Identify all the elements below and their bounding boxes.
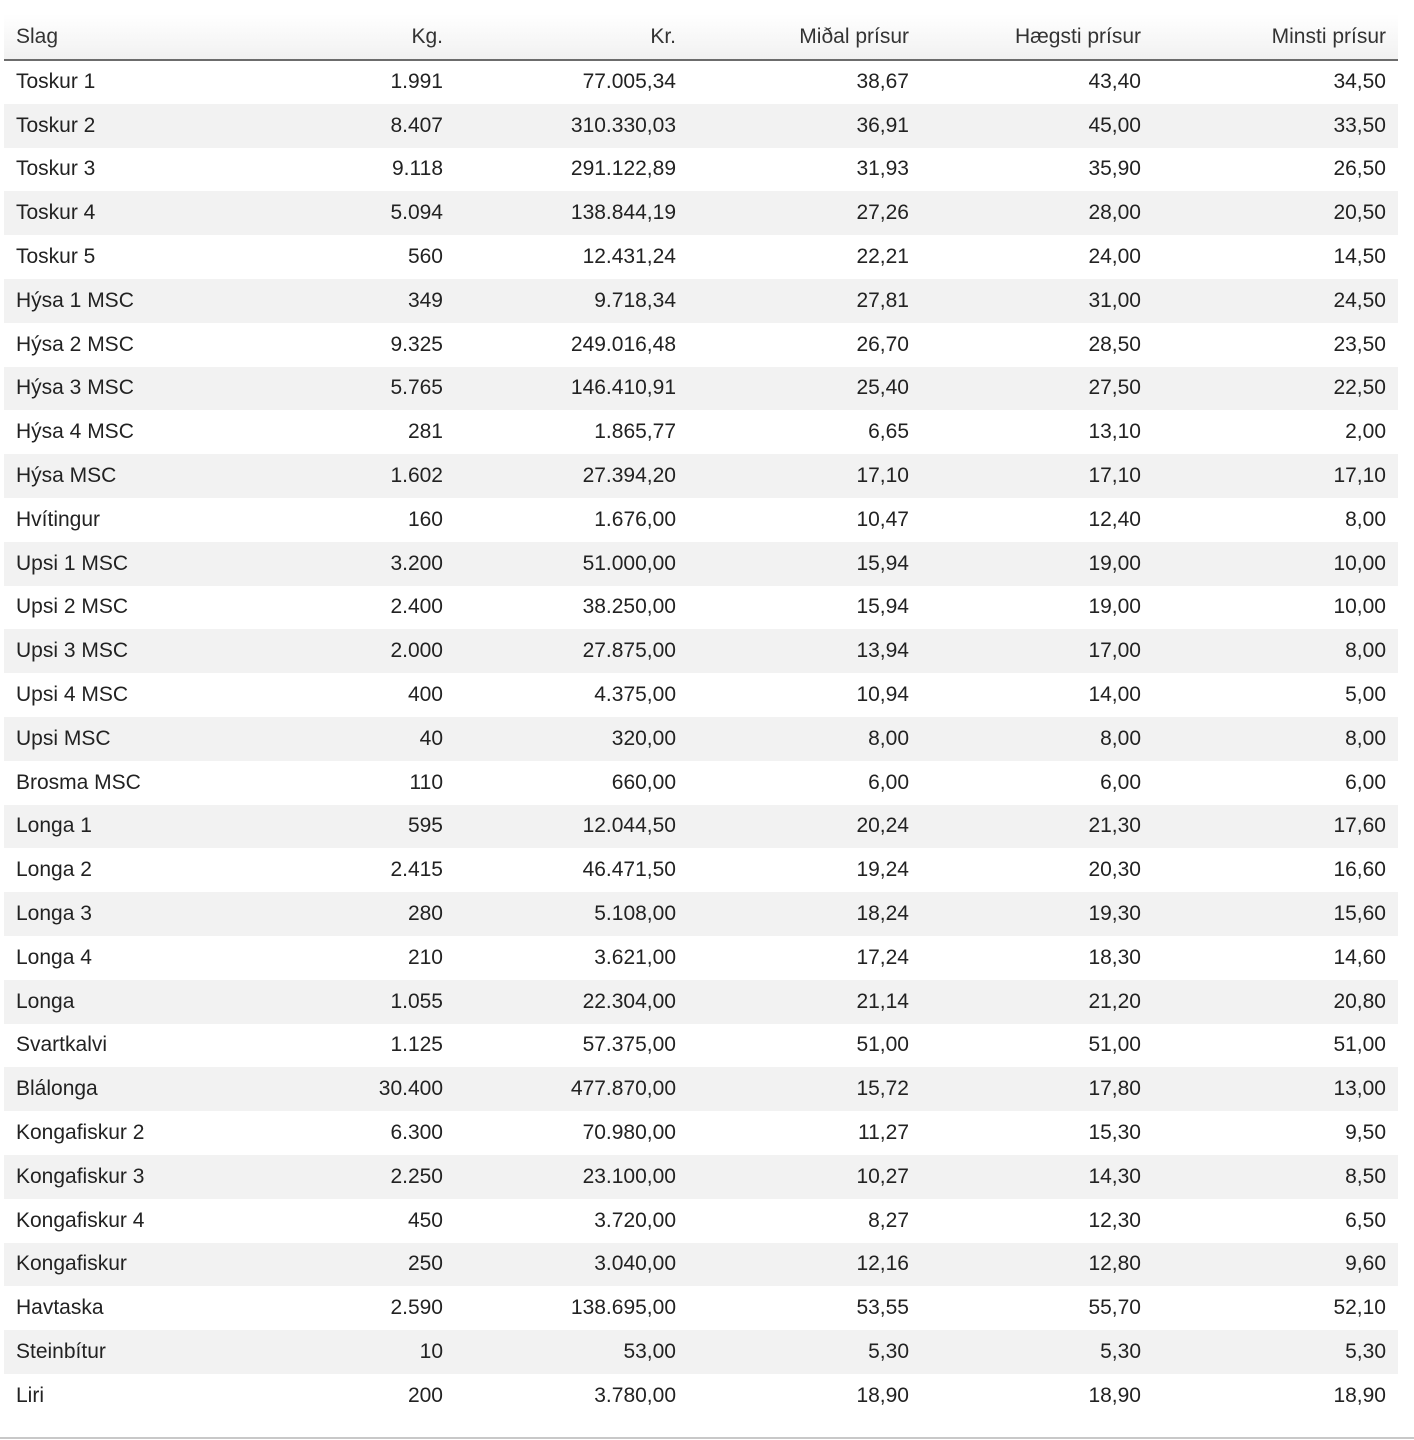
table-row <box>4 805 1398 849</box>
kr-cell: 5.108,00 <box>594 902 676 926</box>
kg-cell: 10 <box>419 1340 443 1363</box>
table-row <box>4 191 1398 235</box>
highest-price-cell: 14,30 <box>1088 1164 1141 1188</box>
kr-cell: 477.870,00 <box>570 1077 676 1101</box>
kg-cell: 5.765 <box>390 376 443 400</box>
kr-cell: 291.122,89 <box>570 157 676 181</box>
table-header <box>4 14 1398 60</box>
species-cell: Longa 2 <box>16 858 92 882</box>
lowest-price-cell: 51,00 <box>1333 1033 1386 1057</box>
table-row <box>4 323 1398 367</box>
highest-price-cell: 8,00 <box>1100 726 1141 750</box>
average-price-cell: 11,27 <box>858 1121 909 1145</box>
lowest-price-cell: 17,60 <box>1333 814 1386 838</box>
average-price-cell: 17,24 <box>856 945 909 969</box>
highest-price-cell: 12,80 <box>1088 1252 1141 1276</box>
table-row <box>4 980 1398 1024</box>
kg-cell: 595 <box>407 814 443 838</box>
column-header-kg[interactable]: Kg. <box>226 14 455 60</box>
table-row <box>4 498 1398 542</box>
species-cell: Longa <box>16 989 75 1013</box>
lowest-price-cell: 14,60 <box>1333 945 1386 969</box>
lowest-price-cell: 10,00 <box>1333 551 1386 575</box>
kg-cell: 5.094 <box>390 201 443 225</box>
highest-price-cell: 21,20 <box>1088 989 1141 1013</box>
average-price-cell: 6,00 <box>868 770 909 794</box>
kr-cell: 1.865,77 <box>594 420 676 444</box>
highest-price-cell: 28,50 <box>1088 332 1141 356</box>
lowest-price-cell: 17,10 <box>1333 464 1386 488</box>
species-cell: Upsi 1 MSC <box>16 551 129 575</box>
kr-cell: 3.040,00 <box>594 1252 676 1276</box>
table-row <box>4 1111 1398 1155</box>
price-table-container <box>4 14 1398 1418</box>
average-price-cell: 5,30 <box>868 1340 909 1363</box>
average-price-cell: 20,24 <box>856 814 909 838</box>
kr-cell: 138.844,19 <box>570 201 676 225</box>
kg-cell: 1.055 <box>390 989 443 1013</box>
highest-price-cell: 17,00 <box>1088 639 1141 663</box>
table-row <box>4 60 1398 104</box>
kr-cell: 3.780,00 <box>594 1383 676 1407</box>
average-price-cell: 21,14 <box>856 989 909 1013</box>
lowest-price-cell: 52,10 <box>1333 1296 1386 1320</box>
species-cell: Longa 4 <box>16 945 92 969</box>
average-price-cell: 22,21 <box>856 245 909 269</box>
species-cell: Hýsa 1 MSC <box>16 288 134 312</box>
lowest-price-cell: 14,50 <box>1333 245 1386 269</box>
average-price-cell: 6,65 <box>868 420 909 444</box>
highest-price-cell: 24,00 <box>1088 245 1141 269</box>
highest-price-cell: 5,30 <box>1100 1340 1141 1363</box>
table-row <box>4 235 1398 279</box>
kg-cell: 450 <box>407 1208 443 1232</box>
highest-price-cell: 15,30 <box>1088 1121 1141 1145</box>
table-row <box>4 1374 1398 1418</box>
species-cell: Kongafiskur 3 <box>16 1164 145 1188</box>
lowest-price-cell: 8,00 <box>1345 507 1386 531</box>
kg-cell: 9.325 <box>390 332 443 356</box>
highest-price-cell: 17,80 <box>1088 1077 1141 1101</box>
lowest-price-cell: 20,50 <box>1333 201 1386 225</box>
kg-cell: 110 <box>409 770 443 794</box>
species-cell: Toskur 5 <box>16 245 96 269</box>
table-row <box>4 761 1398 805</box>
kg-cell: 2.415 <box>390 858 443 882</box>
highest-price-cell: 18,90 <box>1088 1383 1141 1407</box>
column-header-highest-price[interactable]: Hægsti prísur <box>921 14 1153 60</box>
kr-cell: 22.304,00 <box>582 989 676 1013</box>
lowest-price-cell: 6,50 <box>1345 1208 1386 1232</box>
kr-cell: 3.621,00 <box>594 945 676 969</box>
lowest-price-cell: 13,00 <box>1333 1077 1386 1101</box>
lowest-price-cell: 22,50 <box>1333 376 1386 400</box>
header-row <box>4 14 1398 60</box>
kg-cell: 3.200 <box>390 551 443 575</box>
lowest-price-cell: 33,50 <box>1333 113 1386 137</box>
species-cell: Longa 1 <box>16 814 92 838</box>
species-cell: Toskur 2 <box>16 113 96 137</box>
kg-cell: 30.400 <box>378 1077 443 1101</box>
kg-cell: 2.000 <box>390 639 443 663</box>
table-row <box>4 892 1398 936</box>
average-price-cell: 26,70 <box>856 332 909 356</box>
average-price-cell: 13,94 <box>856 639 909 663</box>
highest-price-cell: 19,00 <box>1088 551 1141 575</box>
highest-price-cell: 31,00 <box>1088 288 1141 312</box>
lowest-price-cell: 9,60 <box>1345 1252 1386 1276</box>
table-row <box>4 1067 1398 1111</box>
kr-cell: 27.875,00 <box>582 639 676 663</box>
average-price-cell: 15,72 <box>856 1077 909 1101</box>
kg-cell: 8.407 <box>390 113 443 137</box>
table-row <box>4 936 1398 980</box>
lowest-price-cell: 6,00 <box>1345 770 1386 794</box>
average-price-cell: 8,27 <box>868 1208 909 1232</box>
average-price-cell: 17,10 <box>856 464 909 488</box>
highest-price-cell: 35,90 <box>1088 157 1141 181</box>
lowest-price-cell: 16,60 <box>1333 858 1386 882</box>
table-row <box>4 367 1398 411</box>
lowest-price-cell: 24,50 <box>1333 288 1386 312</box>
table-row <box>4 673 1398 717</box>
table-row <box>4 717 1398 761</box>
species-cell: Kongafiskur 4 <box>16 1208 145 1232</box>
kr-cell: 9.718,34 <box>594 288 676 312</box>
highest-price-cell: 43,40 <box>1088 70 1141 94</box>
highest-price-cell: 12,40 <box>1088 507 1141 531</box>
kr-cell: 320,00 <box>611 726 676 750</box>
species-cell: Brosma MSC <box>16 770 141 794</box>
kg-cell: 210 <box>407 945 443 969</box>
lowest-price-cell: 20,80 <box>1333 989 1386 1013</box>
table-row <box>4 454 1398 498</box>
highest-price-cell: 12,30 <box>1088 1208 1141 1232</box>
table-row <box>4 629 1398 673</box>
highest-price-cell: 17,10 <box>1088 464 1141 488</box>
kg-cell: 1.125 <box>390 1033 443 1057</box>
table-row <box>4 148 1398 192</box>
average-price-cell: 51,00 <box>856 1033 909 1057</box>
kg-cell: 349 <box>407 288 443 312</box>
table-row <box>4 848 1398 892</box>
table-row <box>4 1330 1398 1374</box>
table-row <box>4 1199 1398 1243</box>
lowest-price-cell: 8,50 <box>1345 1164 1386 1188</box>
kr-cell: 12.431,24 <box>582 245 676 269</box>
highest-price-cell: 6,00 <box>1100 770 1141 794</box>
highest-price-cell: 45,00 <box>1088 113 1141 137</box>
species-cell: Hýsa 2 MSC <box>16 332 134 356</box>
average-price-cell: 8,00 <box>868 726 909 750</box>
species-cell: Toskur 4 <box>16 201 96 225</box>
species-cell: Upsi MSC <box>16 726 111 750</box>
average-price-cell: 10,47 <box>856 507 909 531</box>
kr-cell: 27.394,20 <box>582 464 676 488</box>
column-header-average-price[interactable]: Miðal prísur <box>688 14 921 60</box>
average-price-cell: 18,90 <box>856 1383 909 1407</box>
table-row <box>4 410 1398 454</box>
species-cell: Kongafiskur 2 <box>16 1121 145 1145</box>
kg-cell: 280 <box>407 902 443 926</box>
kr-cell: 46.471,50 <box>582 858 676 882</box>
table-row <box>4 542 1398 586</box>
highest-price-cell: 55,70 <box>1088 1296 1141 1320</box>
table-body <box>4 60 1398 1418</box>
average-price-cell: 53,55 <box>856 1296 909 1320</box>
average-price-cell: 15,94 <box>856 551 909 575</box>
kr-cell: 57.375,00 <box>582 1033 676 1057</box>
average-price-cell: 27,81 <box>856 288 909 312</box>
highest-price-cell: 51,00 <box>1088 1033 1141 1057</box>
kg-cell: 281 <box>407 420 443 444</box>
species-cell: Kongafiskur <box>16 1252 127 1276</box>
average-price-cell: 15,94 <box>856 595 909 619</box>
lowest-price-cell: 10,00 <box>1333 595 1386 619</box>
kr-cell: 23.100,00 <box>582 1164 676 1188</box>
average-price-cell: 12,16 <box>856 1252 909 1276</box>
column-header-kr[interactable]: Kr. <box>455 14 688 60</box>
lowest-price-cell: 9,50 <box>1345 1121 1386 1145</box>
kg-cell: 40 <box>419 726 443 750</box>
bottom-divider <box>0 1437 1414 1439</box>
average-price-cell: 36,91 <box>856 113 909 137</box>
column-header-lowest-price[interactable]: Minsti prísur <box>1153 14 1398 60</box>
average-price-cell: 38,67 <box>856 70 909 94</box>
kg-cell: 2.590 <box>390 1296 443 1320</box>
kg-cell: 2.250 <box>390 1164 443 1188</box>
kg-cell: 160 <box>407 507 443 531</box>
kr-cell: 77.005,34 <box>582 70 676 94</box>
highest-price-cell: 19,30 <box>1088 902 1141 926</box>
average-price-cell: 10,94 <box>856 683 909 707</box>
species-cell: Svartkalvi <box>16 1033 108 1057</box>
kr-cell: 4.375,00 <box>594 683 676 707</box>
kg-cell: 560 <box>407 245 443 269</box>
species-cell: Havtaska <box>16 1296 104 1320</box>
lowest-price-cell: 26,50 <box>1333 157 1386 181</box>
species-cell: Upsi 2 MSC <box>16 595 129 619</box>
kg-cell: 250 <box>407 1252 443 1276</box>
table-row <box>4 586 1398 630</box>
average-price-cell: 25,40 <box>856 376 909 400</box>
highest-price-cell: 27,50 <box>1088 376 1141 400</box>
species-cell: Upsi 3 MSC <box>16 639 129 663</box>
species-cell: Liri <box>16 1383 45 1407</box>
table-row <box>4 1286 1398 1330</box>
table-row <box>4 1024 1398 1068</box>
lowest-price-cell: 18,90 <box>1333 1383 1386 1407</box>
average-price-cell: 18,24 <box>856 902 909 926</box>
species-cell: Hvítingur <box>16 507 101 531</box>
kr-cell: 249.016,48 <box>570 332 676 356</box>
table-row <box>4 279 1398 323</box>
highest-price-cell: 21,30 <box>1088 814 1141 838</box>
species-cell: Hýsa 4 MSC <box>16 420 134 444</box>
species-cell: Upsi 4 MSC <box>16 683 129 707</box>
highest-price-cell: 28,00 <box>1088 201 1141 225</box>
kr-cell: 38.250,00 <box>582 595 676 619</box>
lowest-price-cell: 34,50 <box>1333 70 1386 94</box>
species-cell: Hýsa MSC <box>16 464 117 488</box>
kg-cell: 9.118 <box>392 157 443 181</box>
lowest-price-cell: 8,00 <box>1345 726 1386 750</box>
fish-price-table <box>4 14 1398 1418</box>
lowest-price-cell: 5,00 <box>1345 683 1386 707</box>
kg-cell: 6.300 <box>390 1121 443 1145</box>
highest-price-cell: 13,10 <box>1088 420 1141 444</box>
highest-price-cell: 20,30 <box>1088 858 1141 882</box>
table-row <box>4 104 1398 148</box>
kg-cell: 2.400 <box>390 595 443 619</box>
kr-cell: 53,00 <box>623 1340 676 1363</box>
kr-cell: 12.044,50 <box>582 814 676 838</box>
highest-price-cell: 18,30 <box>1088 945 1141 969</box>
kr-cell: 70.980,00 <box>582 1121 676 1145</box>
species-cell: Toskur 3 <box>16 157 96 181</box>
average-price-cell: 31,93 <box>856 157 909 181</box>
species-cell: Blálonga <box>16 1077 98 1101</box>
kr-cell: 3.720,00 <box>594 1208 676 1232</box>
kr-cell: 310.330,03 <box>570 113 676 137</box>
species-cell: Hýsa 3 MSC <box>16 376 134 400</box>
highest-price-cell: 14,00 <box>1088 683 1141 707</box>
kr-cell: 51.000,00 <box>582 551 676 575</box>
lowest-price-cell: 8,00 <box>1345 639 1386 663</box>
average-price-cell: 19,24 <box>856 858 909 882</box>
kr-cell: 146.410,91 <box>570 376 676 400</box>
kg-cell: 1.991 <box>390 70 443 94</box>
column-header-slag[interactable]: Slag <box>4 14 226 60</box>
kr-cell: 138.695,00 <box>570 1296 676 1320</box>
lowest-price-cell: 15,60 <box>1333 902 1386 926</box>
lowest-price-cell: 23,50 <box>1333 332 1386 356</box>
lowest-price-cell: 2,00 <box>1345 420 1386 444</box>
average-price-cell: 27,26 <box>856 201 909 225</box>
kg-cell: 1.602 <box>390 464 443 488</box>
kr-cell: 1.676,00 <box>594 507 676 531</box>
lowest-price-cell: 5,30 <box>1345 1340 1386 1363</box>
average-price-cell: 10,27 <box>856 1164 909 1188</box>
species-cell: Longa 3 <box>16 902 92 926</box>
species-cell: Steinbítur <box>16 1340 106 1363</box>
highest-price-cell: 19,00 <box>1088 595 1141 619</box>
species-cell: Toskur 1 <box>16 70 96 94</box>
table-row <box>4 1243 1398 1287</box>
kg-cell: 200 <box>407 1383 443 1407</box>
table-row <box>4 1155 1398 1199</box>
kr-cell: 660,00 <box>611 770 676 794</box>
kg-cell: 400 <box>407 683 443 707</box>
